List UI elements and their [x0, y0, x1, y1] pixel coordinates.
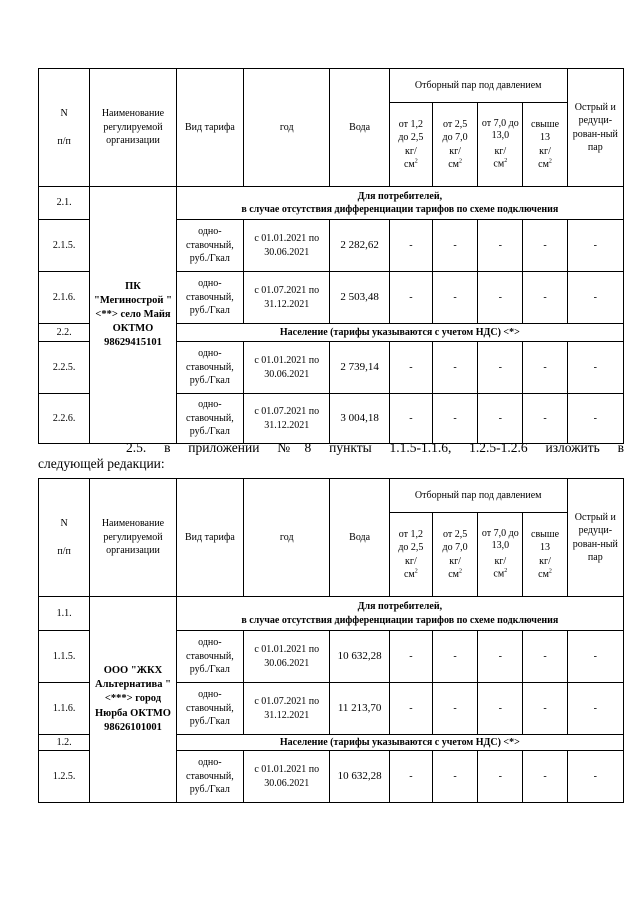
cell-dash: - [432, 272, 477, 324]
cell-dash: - [567, 220, 623, 272]
row-id: 1.1. [39, 597, 90, 631]
cell-dash: - [432, 631, 477, 683]
cell-dash: - [567, 342, 623, 394]
cell-dash: - [478, 272, 523, 324]
tariff-type: одно-ставочный, руб./Гкал [176, 272, 243, 324]
cell-dash: - [432, 220, 477, 272]
tariff-type: одно-ставочный, руб./Гкал [176, 683, 243, 735]
cell-dash: - [523, 631, 567, 683]
water-value: 2 739,14 [330, 342, 389, 394]
header-year: год [244, 69, 330, 187]
cell-dash: - [523, 342, 567, 394]
cell-dash: - [567, 272, 623, 324]
water-value: 2 282,62 [330, 220, 389, 272]
tariff-type: одно-ставочный, руб./Гкал [176, 394, 243, 444]
tariff-table-2 [38, 478, 624, 803]
cell-dash: - [523, 272, 567, 324]
cell-dash: - [389, 272, 432, 324]
header-pressure-3: от 7,0 до 13,0 кг/ $см^2$ [478, 103, 523, 187]
cell-dash: - [478, 342, 523, 394]
cell-dash: - [478, 683, 523, 735]
cell-dash: - [478, 631, 523, 683]
cell-dash: - [389, 220, 432, 272]
header-water: Вода [330, 479, 389, 597]
water-value: 3 004,18 [330, 394, 389, 444]
period: с 01.07.2021 по 31.12.2021 [244, 394, 330, 444]
cell-dash: - [389, 751, 432, 803]
period: с 01.01.2021 по 30.06.2021 [244, 220, 330, 272]
group-title: Для потребителей, в случае отсутствия дифференциации тарифов по схеме подключения [176, 187, 623, 220]
row-id: 2.2. [39, 324, 90, 342]
cell-dash: - [389, 631, 432, 683]
period: с 01.01.2021 по 30.06.2021 [244, 631, 330, 683]
header-pressure-1: от 1,2 до 2,5 кг/ $см^2$ [389, 513, 432, 597]
cell-dash: - [567, 394, 623, 444]
period: с 01.07.2021 по 31.12.2021 [244, 683, 330, 735]
group-title: Для потребителей, в случае отсутствия дифференциации тарифов по схеме подключения [176, 597, 623, 631]
water-value: 2 503,48 [330, 272, 389, 324]
cell-dash: - [523, 751, 567, 803]
water-value: 11 213,70 [330, 683, 389, 735]
row-id: 2.1.5. [39, 220, 90, 272]
period: с 01.07.2021 по 31.12.2021 [244, 272, 330, 324]
group-title: Население (тарифы указываются с учетом НДС) <*> [176, 735, 623, 751]
group-title: Население (тарифы указываются с учетом НДС) <*> [176, 324, 623, 342]
cell-dash: - [567, 751, 623, 803]
row-id: 2.2.6. [39, 394, 90, 444]
header-sharp-steam: Острый и редуци-рован-ный пар [567, 69, 623, 187]
header-sharp-steam: Острый и редуци-рован-ный пар [567, 479, 623, 597]
header-pressure-4: свыше 13 кг/ $см^2$ [523, 103, 567, 187]
header-organization: Наименование регулируемой организации [90, 479, 176, 597]
header-water: Вода [330, 69, 389, 187]
header-pressure-2: от 2,5 до 7,0 кг/ $см^2$ [432, 103, 477, 187]
period: с 01.01.2021 по 30.06.2021 [244, 342, 330, 394]
water-value: 10 632,28 [330, 631, 389, 683]
row-id: 2.1.6. [39, 272, 90, 324]
organization-name: ПК "Мегинострой "<**> село Майя ОКТМО 98629415101 [90, 187, 176, 444]
cell-dash: - [389, 394, 432, 444]
header-row-number: N п/п [39, 69, 90, 187]
row-id: 1.2.5. [39, 751, 90, 803]
header-organization: Наименование регулируемой организации [90, 69, 176, 187]
cell-dash: - [432, 751, 477, 803]
cell-dash: - [478, 751, 523, 803]
paragraph-line-1: 2.5. в приложении №8 пункты 1.1.5-1.1.6, 1.2.5-1.2.6 изложить в [126, 440, 624, 455]
cell-dash: - [478, 394, 523, 444]
header-pressure-4: свыше 13 кг/ $см^2$ [523, 513, 567, 597]
header-row-number: N п/п [39, 479, 90, 597]
header-tariff-type: Вид тарифа [176, 69, 243, 187]
row-id: 1.1.5. [39, 631, 90, 683]
tariff-type: одно-ставочный, руб./Гкал [176, 220, 243, 272]
tariff-type: одно-ставочный, руб./Гкал [176, 751, 243, 803]
water-value: 10 632,28 [330, 751, 389, 803]
header-pressure-2: от 2,5 до 7,0 кг/ $см^2$ [432, 513, 477, 597]
row-id: 1.1.6. [39, 683, 90, 735]
tariff-type: одно-ставочный, руб./Гкал [176, 342, 243, 394]
cell-dash: - [523, 394, 567, 444]
cell-dash: - [478, 220, 523, 272]
cell-dash: - [523, 220, 567, 272]
header-steam: Отборный пар под давлением [389, 69, 567, 103]
cell-dash: - [432, 342, 477, 394]
cell-dash: - [432, 683, 477, 735]
cell-dash: - [389, 683, 432, 735]
row-id: 2.2.5. [39, 342, 90, 394]
header-tariff-type: Вид тарифа [176, 479, 243, 597]
cell-dash: - [567, 631, 623, 683]
header-pressure-3: от 7,0 до 13,0 кг/ $см^2$ [478, 513, 523, 597]
tariff-type: одно-ставочный, руб./Гкал [176, 631, 243, 683]
row-id: 2.1. [39, 187, 90, 220]
row-id: 1.2. [39, 735, 90, 751]
header-pressure-1: от 1,2 до 2,5 кг/ $см^2$ [389, 103, 432, 187]
tariff-table-1 [38, 68, 624, 444]
period: с 01.01.2021 по 30.06.2021 [244, 751, 330, 803]
paragraph-line-2: следующей редакции: [38, 455, 165, 471]
organization-name: ООО "ЖКХ Альтернатива " <***> город Нюрба ОКТМО 98626101001 [90, 597, 176, 803]
amendment-paragraph [38, 440, 624, 471]
header-steam: Отборный пар под давлением [389, 479, 567, 513]
cell-dash: - [432, 394, 477, 444]
header-year: год [244, 479, 330, 597]
cell-dash: - [523, 683, 567, 735]
cell-dash: - [389, 342, 432, 394]
cell-dash: - [567, 683, 623, 735]
